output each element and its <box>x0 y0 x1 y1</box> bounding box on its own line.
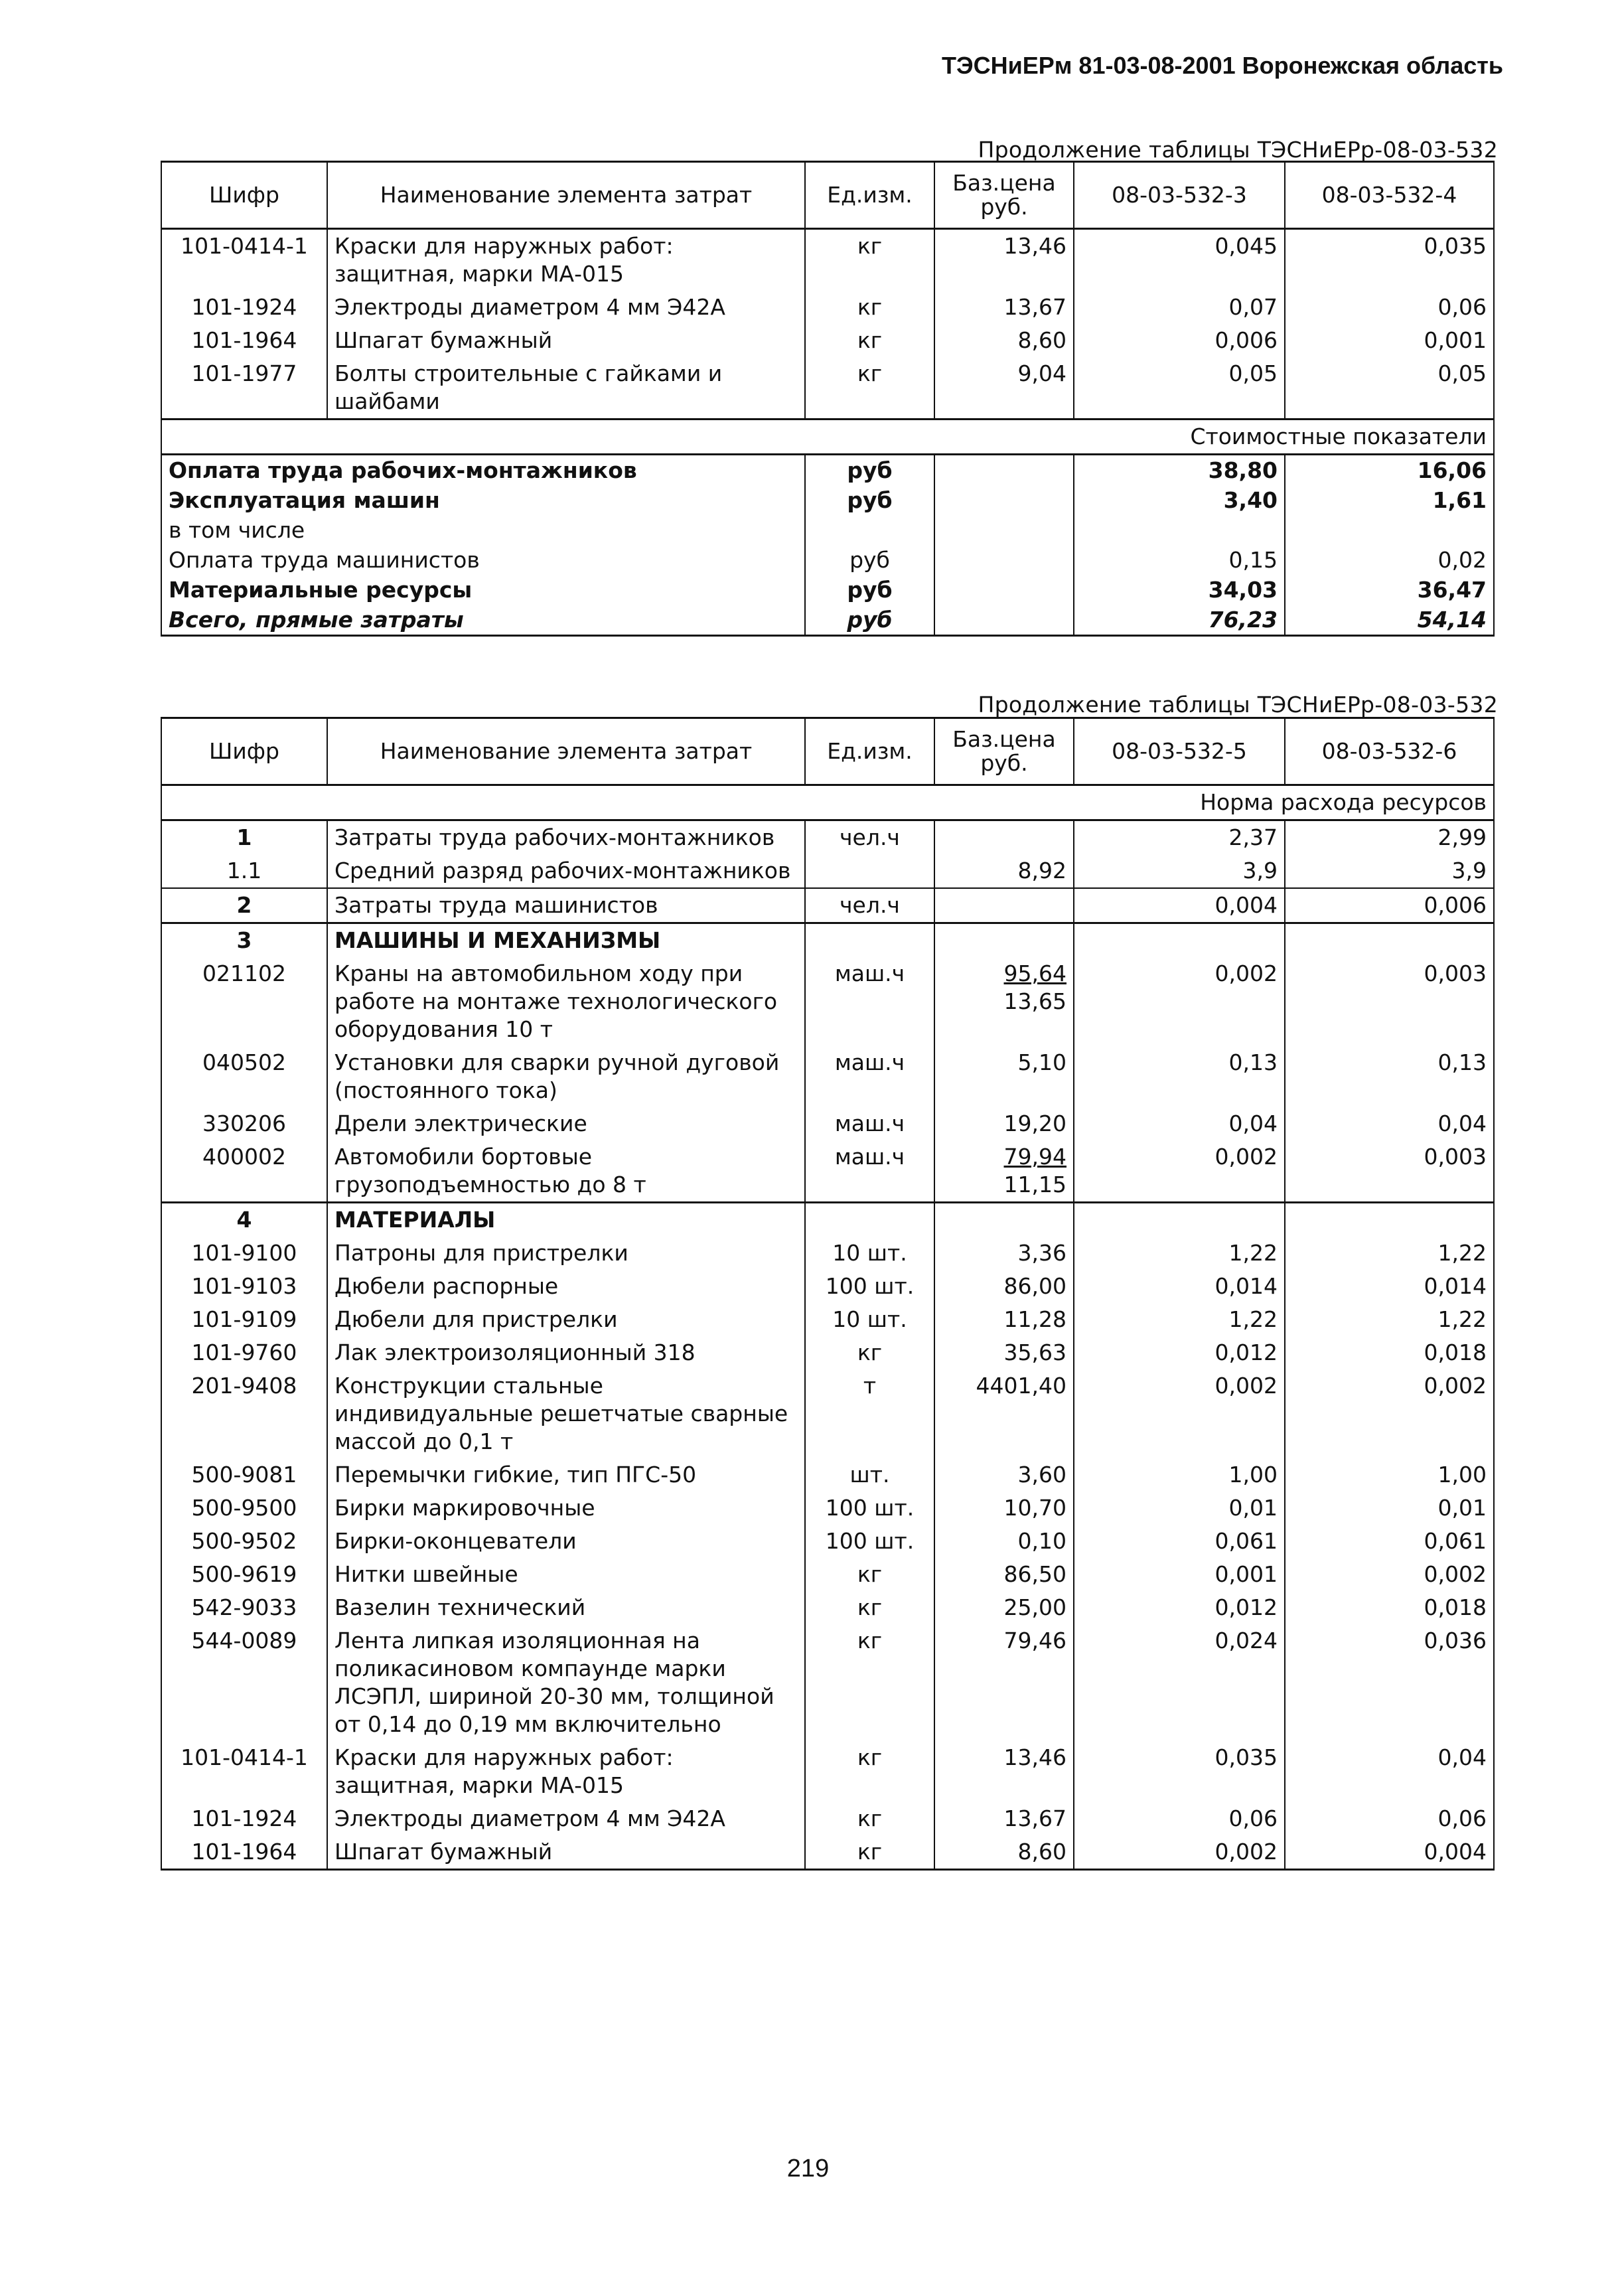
cell-name: Электроды диаметром 4 мм Э42А <box>327 291 805 324</box>
cell-unit: кг <box>805 1336 934 1369</box>
header-unit: Ед.изм. <box>805 162 934 229</box>
cost-value-b: 54,14 <box>1285 605 1494 636</box>
cell-unit: 100 шт. <box>805 1525 934 1558</box>
cost-row <box>161 485 1494 515</box>
table-row <box>161 291 1494 324</box>
cost-price-empty <box>934 455 1074 486</box>
cell-value-b <box>1285 923 1494 958</box>
table-row <box>161 1835 1494 1870</box>
cost-label: в том числе <box>161 515 805 545</box>
cost-price-empty <box>934 605 1074 636</box>
cell-unit: маш.ч <box>805 1140 934 1203</box>
cell-value-a: 0,006 <box>1074 324 1285 357</box>
table-row <box>161 324 1494 357</box>
price-value: 25,00 <box>1003 1594 1066 1620</box>
header-col-a: 08-03-532-3 <box>1074 162 1285 229</box>
cell-value-b: 0,04 <box>1285 1741 1494 1802</box>
table-header-row <box>161 162 1494 229</box>
cell-value-a: 0,061 <box>1074 1525 1285 1558</box>
cell-value-b: 0,035 <box>1285 229 1494 291</box>
cell-price <box>934 1046 1074 1107</box>
cost-value-a: 34,03 <box>1074 575 1285 605</box>
cell-name: Бирки маркировочные <box>327 1492 805 1525</box>
header-col-a: 08-03-532-5 <box>1074 718 1285 785</box>
cell-unit: кг <box>805 1591 934 1624</box>
cell-code: 542-9033 <box>161 1591 327 1624</box>
cell-code: 500-9500 <box>161 1492 327 1525</box>
cell-value-b: 2,99 <box>1285 820 1494 855</box>
cell-name: Перемычки гибкие, тип ПГС-50 <box>327 1458 805 1492</box>
table-row <box>161 1591 1494 1624</box>
band-row <box>161 420 1494 455</box>
cost-unit: руб <box>805 455 934 486</box>
cell-unit: кг <box>805 229 934 291</box>
cost-label: Эксплуатация машин <box>161 485 805 515</box>
cell-value-a: 0,001 <box>1074 1558 1285 1591</box>
document-header: ТЭСНиЕРм 81-03-08-2001 Воронежская область <box>942 52 1503 79</box>
table-header-row <box>161 718 1494 785</box>
cell-code: 330206 <box>161 1107 327 1140</box>
cell-code: 101-9100 <box>161 1237 327 1270</box>
cell-unit: чел.ч <box>805 820 934 855</box>
cell-name: Дюбели распорные <box>327 1270 805 1303</box>
cell-code: 4 <box>161 1203 327 1237</box>
cell-code: 500-9619 <box>161 1558 327 1591</box>
cell-unit: кг <box>805 291 934 324</box>
cell-name: Средний разряд рабочих-монтажников <box>327 854 805 888</box>
cell-unit: 100 шт. <box>805 1492 934 1525</box>
header-name: Наименование элемента затрат <box>327 718 805 785</box>
cell-value-b: 1,22 <box>1285 1303 1494 1336</box>
cell-name: Шпагат бумажный <box>327 1835 805 1870</box>
cell-code: 201-9408 <box>161 1369 327 1458</box>
cell-price: 9,04 <box>934 357 1074 420</box>
cell-name: Электроды диаметром 4 мм Э42А <box>327 1802 805 1835</box>
cell-unit <box>805 1203 934 1237</box>
cell-code: 101-1964 <box>161 1835 327 1870</box>
cell-price: 13,46 <box>934 229 1074 291</box>
table-row <box>161 1741 1494 1802</box>
resource-table-2 <box>161 717 1495 1871</box>
cell-code: 101-0414-1 <box>161 1741 327 1802</box>
cell-price <box>934 1525 1074 1558</box>
cell-unit: 100 шт. <box>805 1270 934 1303</box>
cost-row <box>161 545 1494 575</box>
cell-unit: шт. <box>805 1458 934 1492</box>
cell-price <box>934 820 1074 855</box>
cell-value-a: 0,012 <box>1074 1336 1285 1369</box>
cell-price <box>934 1591 1074 1624</box>
cell-code: 101-1977 <box>161 357 327 420</box>
cell-price: 13,67 <box>934 291 1074 324</box>
cost-unit: руб <box>805 575 934 605</box>
price-value: 10,70 <box>1003 1495 1066 1521</box>
cell-name: Патроны для пристрелки <box>327 1237 805 1270</box>
cell-name: МАТЕРИАЛЫ <box>327 1203 805 1237</box>
cell-unit: кг <box>805 324 934 357</box>
price-value: 86,50 <box>1003 1561 1066 1587</box>
cell-value-b: 0,002 <box>1285 1558 1494 1591</box>
cost-unit <box>805 515 934 545</box>
cell-price: 8,60 <box>934 324 1074 357</box>
cell-value-b: 0,13 <box>1285 1046 1494 1107</box>
cell-name: Шпагат бумажный <box>327 324 805 357</box>
price-value: 95,64 <box>1003 960 1066 986</box>
cost-value-a: 0,15 <box>1074 545 1285 575</box>
cell-value-a: 0,07 <box>1074 291 1285 324</box>
cell-price <box>934 1140 1074 1203</box>
cell-value-b: 0,036 <box>1285 1624 1494 1741</box>
cell-code: 500-9502 <box>161 1525 327 1558</box>
cell-price <box>934 854 1074 888</box>
table2-caption: Продолжение таблицы ТЭСНиЕРр-08-03-532 <box>978 692 1498 718</box>
cell-name: Затраты труда рабочих-монтажников <box>327 820 805 855</box>
cell-price <box>934 1741 1074 1802</box>
cell-value-a: 0,045 <box>1074 229 1285 291</box>
cell-value-a: 0,002 <box>1074 1835 1285 1870</box>
header-col-b: 08-03-532-4 <box>1285 162 1494 229</box>
cell-name: Дюбели для пристрелки <box>327 1303 805 1336</box>
cell-value-b: 0,05 <box>1285 357 1494 420</box>
cell-unit: кг <box>805 357 934 420</box>
cell-price <box>934 1336 1074 1369</box>
cell-value-a: 0,035 <box>1074 1741 1285 1802</box>
table-row <box>161 1492 1494 1525</box>
cell-name: Нитки швейные <box>327 1558 805 1591</box>
cell-value-a: 0,002 <box>1074 1140 1285 1203</box>
cell-unit: маш.ч <box>805 1107 934 1140</box>
cell-name: Установки для сварки ручной дуговой (постоянного тока) <box>327 1046 805 1107</box>
cell-value-a: 0,01 <box>1074 1492 1285 1525</box>
cell-code: 1.1 <box>161 854 327 888</box>
cell-value-b: 0,061 <box>1285 1525 1494 1558</box>
header-col-b: 08-03-532-6 <box>1285 718 1494 785</box>
cell-value-b: 0,004 <box>1285 1835 1494 1870</box>
cost-label: Оплата труда машинистов <box>161 545 805 575</box>
cell-value-b <box>1285 1203 1494 1237</box>
cost-value-b: 16,06 <box>1285 455 1494 486</box>
cell-value-a: 0,002 <box>1074 1369 1285 1458</box>
cell-unit: 10 шт. <box>805 1303 934 1336</box>
cost-value-b <box>1285 515 1494 545</box>
price-value: 8,60 <box>1017 1839 1066 1865</box>
cost-unit: руб <box>805 485 934 515</box>
cost-value-b: 1,61 <box>1285 485 1494 515</box>
table-row <box>161 854 1494 888</box>
table-row <box>161 1458 1494 1492</box>
cell-code: 544-0089 <box>161 1624 327 1741</box>
cell-unit: т <box>805 1369 934 1458</box>
cost-label: Оплата труда рабочих-монтажников <box>161 455 805 486</box>
cell-name: Конструкции стальные индивидуальные решетчатые сварные массой до 0,1 т <box>327 1369 805 1458</box>
cell-unit: чел.ч <box>805 888 934 923</box>
price-value: 0,10 <box>1017 1528 1066 1554</box>
cell-name: Автомобили бортовые грузоподъемностью до 8 т <box>327 1140 805 1203</box>
cell-code: 1 <box>161 820 327 855</box>
header-price: Баз.цена руб. <box>934 162 1074 229</box>
cell-price <box>934 1203 1074 1237</box>
table-row <box>161 1624 1494 1741</box>
cell-price <box>934 1835 1074 1870</box>
table-row <box>161 1140 1494 1203</box>
cell-value-a: 1,22 <box>1074 1237 1285 1270</box>
cell-name: Лента липкая изоляционная на поликасиновом компаунде марки ЛСЭПЛ, шириной 20-30 мм, толщиной от 0,14 до 0,19 мм включительно <box>327 1624 805 1741</box>
cost-price-empty <box>934 545 1074 575</box>
page-number: 219 <box>786 2155 830 2182</box>
cell-value-a: 0,024 <box>1074 1624 1285 1741</box>
cell-code: 500-9081 <box>161 1458 327 1492</box>
header-code: Шифр <box>161 162 327 229</box>
cell-value-b: 0,006 <box>1285 888 1494 923</box>
cell-price <box>934 888 1074 923</box>
price-value: 79,94 <box>1003 1144 1066 1170</box>
header-code: Шифр <box>161 718 327 785</box>
cell-value-b: 1,22 <box>1285 1237 1494 1270</box>
cell-name: МАШИНЫ И МЕХАНИЗМЫ <box>327 923 805 958</box>
cell-price <box>934 1624 1074 1741</box>
cell-value-b: 0,003 <box>1285 957 1494 1046</box>
cell-value-b: 0,01 <box>1285 1492 1494 1525</box>
cell-unit <box>805 854 934 888</box>
cell-value-b: 0,003 <box>1285 1140 1494 1203</box>
price-value: 11,28 <box>1003 1306 1066 1332</box>
cell-price <box>934 957 1074 1046</box>
table-row <box>161 1203 1494 1237</box>
cell-code: 101-0414-1 <box>161 229 327 291</box>
table-row <box>161 923 1494 958</box>
cell-value-b: 0,014 <box>1285 1270 1494 1303</box>
cost-unit: руб <box>805 545 934 575</box>
cell-value-b: 0,04 <box>1285 1107 1494 1140</box>
cell-value-a: 3,9 <box>1074 854 1285 888</box>
cell-unit: кг <box>805 1835 934 1870</box>
cell-code: 101-9109 <box>161 1303 327 1336</box>
cell-value-a: 0,002 <box>1074 957 1285 1046</box>
cell-value-a: 0,05 <box>1074 357 1285 420</box>
cell-price <box>934 1270 1074 1303</box>
cell-value-b: 0,06 <box>1285 1802 1494 1835</box>
cell-price <box>934 1492 1074 1525</box>
cell-value-a: 1,00 <box>1074 1458 1285 1492</box>
cost-price-empty <box>934 515 1074 545</box>
cost-value-a: 76,23 <box>1074 605 1285 636</box>
cost-value-b: 36,47 <box>1285 575 1494 605</box>
table-row <box>161 820 1494 855</box>
cell-value-b: 0,018 <box>1285 1591 1494 1624</box>
cell-code: 101-9760 <box>161 1336 327 1369</box>
cost-row <box>161 575 1494 605</box>
cell-code: 2 <box>161 888 327 923</box>
cell-name: Краски для наружных работ: защитная, марки МА-015 <box>327 229 805 291</box>
cell-code: 101-9103 <box>161 1270 327 1303</box>
cell-code: 021102 <box>161 957 327 1046</box>
table-row <box>161 1336 1494 1369</box>
price-value: 3,36 <box>1017 1240 1066 1266</box>
cell-name: Краски для наружных работ: защитная, марки МА-015 <box>327 1741 805 1802</box>
price-value: 35,63 <box>1003 1339 1066 1365</box>
cost-value-a <box>1074 515 1285 545</box>
cell-code: 101-1924 <box>161 1802 327 1835</box>
cost-row <box>161 515 1494 545</box>
cell-value-a: 0,014 <box>1074 1270 1285 1303</box>
cost-value-a: 38,80 <box>1074 455 1285 486</box>
cell-value-a <box>1074 923 1285 958</box>
cell-price <box>934 1369 1074 1458</box>
table-row <box>161 1802 1494 1835</box>
table1-caption: Продолжение таблицы ТЭСНиЕРр-08-03-532 <box>978 137 1498 163</box>
cell-code: 040502 <box>161 1046 327 1107</box>
cell-unit: кг <box>805 1802 934 1835</box>
table-row <box>161 1046 1494 1107</box>
table-row <box>161 1303 1494 1336</box>
cell-value-b: 0,002 <box>1285 1369 1494 1458</box>
cost-value-b: 0,02 <box>1285 545 1494 575</box>
band-row <box>161 785 1494 820</box>
price-value: 3,60 <box>1017 1462 1066 1488</box>
cell-price <box>934 1107 1074 1140</box>
table-row <box>161 229 1494 291</box>
band-resource-norm: Норма расхода ресурсов <box>161 785 1494 820</box>
cell-code: 3 <box>161 923 327 958</box>
price-secondary-value: 11,15 <box>1003 1172 1066 1197</box>
cell-value-a: 1,22 <box>1074 1303 1285 1336</box>
price-value: 8,92 <box>1017 858 1066 883</box>
cell-unit: кг <box>805 1558 934 1591</box>
cell-value-b: 1,00 <box>1285 1458 1494 1492</box>
cell-unit: кг <box>805 1624 934 1741</box>
cell-unit: маш.ч <box>805 957 934 1046</box>
cell-name: Краны на автомобильном ходу при работе на монтаже технологического оборудования 10 т <box>327 957 805 1046</box>
cell-price <box>934 1303 1074 1336</box>
cell-unit <box>805 923 934 958</box>
cell-code: 400002 <box>161 1140 327 1203</box>
cell-name: Бирки-оконцеватели <box>327 1525 805 1558</box>
cost-row <box>161 455 1494 486</box>
cell-value-a: 0,13 <box>1074 1046 1285 1107</box>
cell-value-a: 0,004 <box>1074 888 1285 923</box>
cell-value-a: 0,04 <box>1074 1107 1285 1140</box>
table-row <box>161 1525 1494 1558</box>
cell-value-a <box>1074 1203 1285 1237</box>
table-row <box>161 1237 1494 1270</box>
resource-table-1 <box>161 161 1495 637</box>
cell-unit: 10 шт. <box>805 1237 934 1270</box>
header-unit: Ед.изм. <box>805 718 934 785</box>
cell-code: 101-1964 <box>161 324 327 357</box>
price-value: 79,46 <box>1003 1628 1066 1653</box>
band-cost-indicators: Стоимостные показатели <box>161 420 1494 455</box>
cost-label: Материальные ресурсы <box>161 575 805 605</box>
cell-value-b: 0,06 <box>1285 291 1494 324</box>
cell-unit: маш.ч <box>805 1046 934 1107</box>
table-row <box>161 1107 1494 1140</box>
price-value: 5,10 <box>1017 1049 1066 1075</box>
cost-label: Всего, прямые затраты <box>161 605 805 636</box>
cell-value-a: 2,37 <box>1074 820 1285 855</box>
cell-price <box>934 1558 1074 1591</box>
cell-price <box>934 923 1074 958</box>
cost-price-empty <box>934 575 1074 605</box>
cell-name: Болты строительные с гайками и шайбами <box>327 357 805 420</box>
cell-price <box>934 1802 1074 1835</box>
price-value: 13,46 <box>1003 1744 1066 1770</box>
cell-value-b: 0,018 <box>1285 1336 1494 1369</box>
table-row <box>161 888 1494 923</box>
cell-unit: кг <box>805 1741 934 1802</box>
header-name: Наименование элемента затрат <box>327 162 805 229</box>
table-row <box>161 957 1494 1046</box>
table-row <box>161 1369 1494 1458</box>
price-value: 4401,40 <box>976 1373 1066 1399</box>
table-row <box>161 357 1494 420</box>
header-price: Баз.цена руб. <box>934 718 1074 785</box>
cell-value-a: 0,012 <box>1074 1591 1285 1624</box>
cell-name: Вазелин технический <box>327 1591 805 1624</box>
cell-name: Лак электроизоляционный 318 <box>327 1336 805 1369</box>
table-row <box>161 1558 1494 1591</box>
cell-value-b: 0,001 <box>1285 324 1494 357</box>
price-value: 19,20 <box>1003 1110 1066 1136</box>
table-row <box>161 1270 1494 1303</box>
cell-value-b: 3,9 <box>1285 854 1494 888</box>
price-value: 13,67 <box>1003 1805 1066 1831</box>
cell-code: 101-1924 <box>161 291 327 324</box>
cost-unit: руб <box>805 605 934 636</box>
cell-name: Дрели электрические <box>327 1107 805 1140</box>
cost-value-a: 3,40 <box>1074 485 1285 515</box>
cell-price <box>934 1237 1074 1270</box>
price-value: 86,00 <box>1003 1273 1066 1299</box>
cell-price <box>934 1458 1074 1492</box>
cost-row <box>161 605 1494 636</box>
cell-name: Затраты труда машинистов <box>327 888 805 923</box>
cell-value-a: 0,06 <box>1074 1802 1285 1835</box>
cost-price-empty <box>934 485 1074 515</box>
price-secondary-value: 13,65 <box>1003 988 1066 1014</box>
